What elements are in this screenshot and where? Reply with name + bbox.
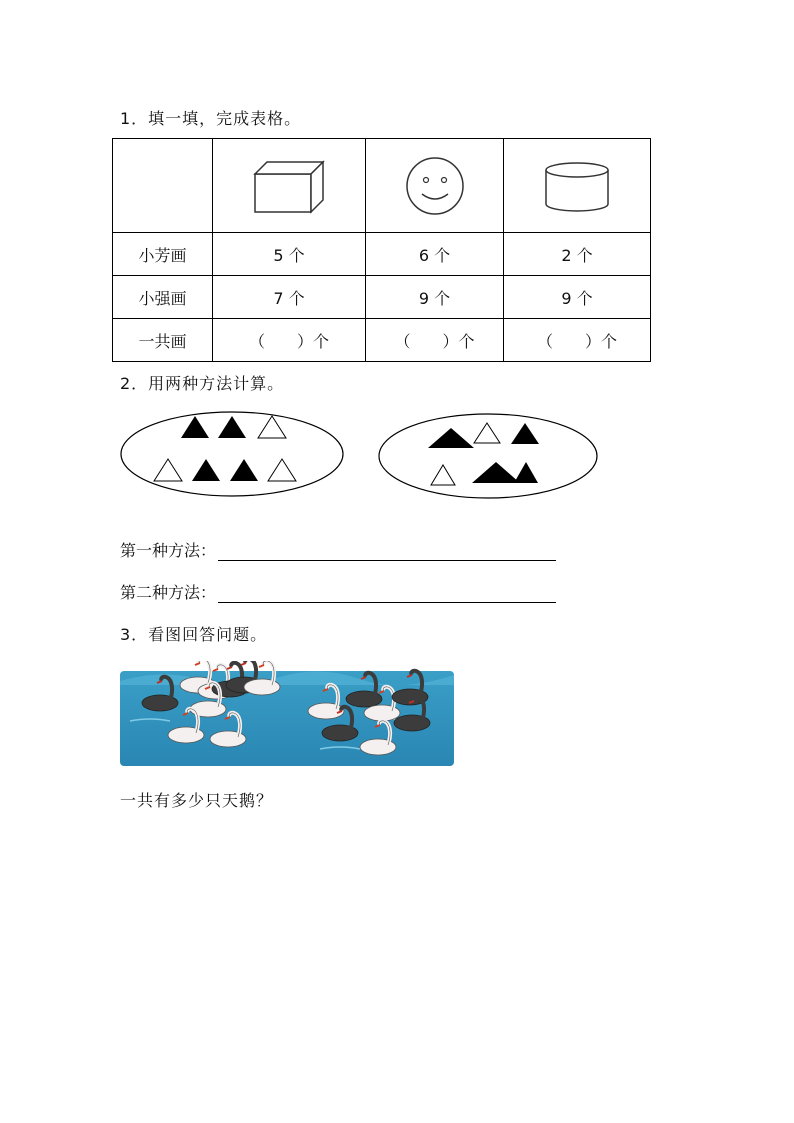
method-1-row	[120, 538, 556, 561]
cylinder-icon	[542, 158, 612, 214]
swans-lake-image	[120, 661, 454, 766]
method-2-label: 第二种方法：	[120, 583, 217, 602]
question-2-title: 2．用两种方法计算。	[120, 374, 285, 393]
question-1-title: 1．填一填，完成表格。	[120, 109, 302, 128]
answer-blank-cell[interactable]: （ ）个	[213, 319, 366, 362]
smiley-face-icon	[403, 154, 467, 218]
method-1-label: 第一种方法：	[120, 541, 217, 560]
table-header-cuboid	[213, 139, 366, 233]
table-row	[113, 276, 651, 319]
question-3-prompt: 一共有多少只天鹅？	[120, 791, 274, 810]
cuboid-icon	[249, 156, 329, 216]
table-cell: 6 个	[366, 233, 504, 276]
table-header-cylinder	[504, 139, 651, 233]
triangle-group-left	[118, 408, 348, 500]
row-label: 小芳画	[113, 233, 213, 276]
table-row	[113, 319, 651, 362]
row-label: 一共画	[113, 319, 213, 362]
row-label: 小强画	[113, 276, 213, 319]
table-cell: 9 个	[504, 276, 651, 319]
table-cell: 9 个	[366, 276, 504, 319]
table-cell: 7 个	[213, 276, 366, 319]
method-2-row	[120, 580, 556, 603]
table-cell: 5 个	[213, 233, 366, 276]
table-corner-cell	[113, 139, 213, 233]
table-cell: 2 个	[504, 233, 651, 276]
shapes-table	[112, 138, 651, 362]
method-1-answer-line[interactable]	[218, 544, 556, 561]
triangle-group-right	[376, 410, 600, 502]
table-header-face	[366, 139, 504, 233]
answer-blank-cell[interactable]: （ ）个	[366, 319, 504, 362]
question-3-title: 3．看图回答问题。	[120, 625, 268, 644]
method-2-answer-line[interactable]	[218, 586, 556, 603]
answer-blank-cell[interactable]: （ ）个	[504, 319, 651, 362]
table-row	[113, 233, 651, 276]
